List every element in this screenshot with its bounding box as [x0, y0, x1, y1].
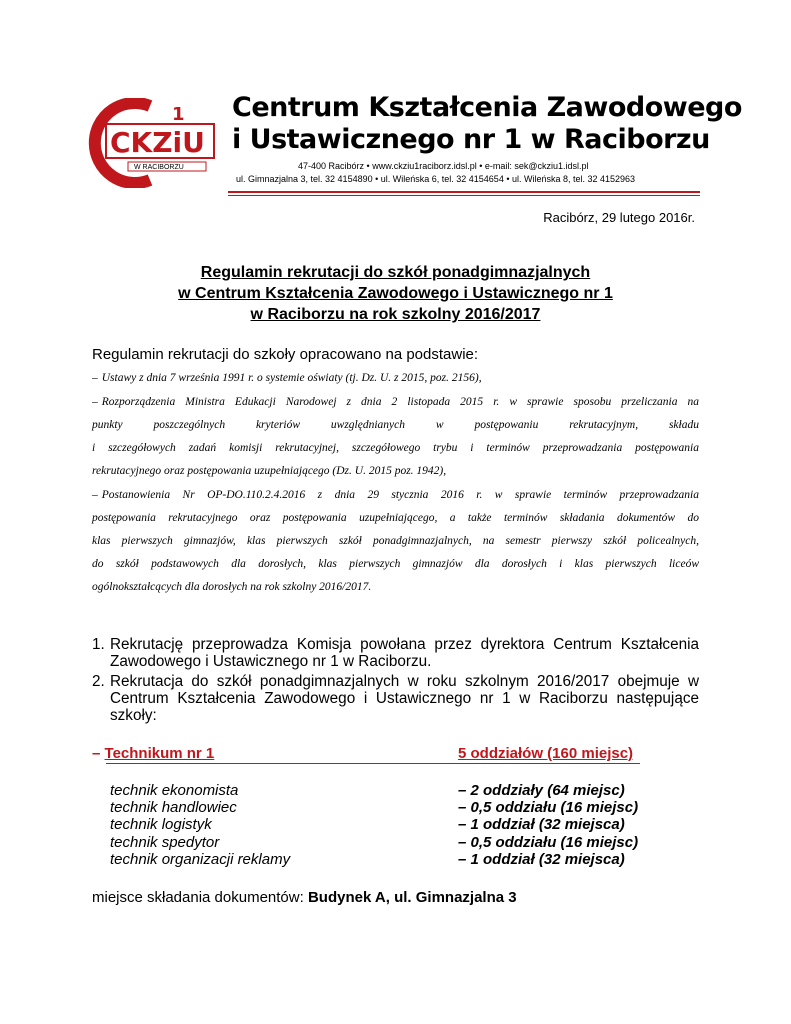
profession-name: technik handlowiec	[110, 799, 237, 816]
contact-line-1: 47-400 Racibórz • www.ckziu1raciborz.idsl.pl • e-mail: sek@ckziu1.idsl.pl	[298, 161, 589, 171]
technikum-label	[92, 745, 214, 762]
header-rule-thin	[228, 195, 700, 196]
point-2-line: Rekrutacja do szkół ponadgimnazjalnych w roku szkolnym 2016/2017 obejmuje w	[110, 673, 699, 690]
list-dash: –	[92, 396, 98, 408]
place-label: miejsce składania dokumentów:	[92, 889, 308, 906]
heading-line-3: w Raciborzu na rok szkolny 2016/2017	[250, 306, 541, 323]
point-number: 2.	[92, 673, 105, 690]
header-rule	[228, 191, 700, 193]
point-number: 1.	[92, 636, 105, 653]
contact-line-2: ul. Gimnazjalna 3, tel. 32 4154890 • ul. Wileńska 6, tel. 32 4154654 • ul. Wileńska 8, tel. 32 4152963	[236, 174, 636, 184]
profession-name: technik ekonomista	[110, 782, 239, 799]
point-1-line: Zawodowego i Ustawicznego nr 1 w Raciborzu.	[110, 653, 432, 670]
list-dash: –	[92, 372, 98, 384]
point-2-line: Centrum Kształcenia Zawodowego i Ustawicznego nr 1 w Raciborzu następujące	[110, 690, 699, 707]
legal-item-2	[92, 391, 699, 483]
legal-item-3-line: do szkół podstawowych dla dorosłych, klas pierwszych gimnazjów dla dorosłych i klas pierwszych liceów	[92, 558, 699, 570]
profession-name: technik logistyk	[110, 816, 212, 833]
legal-item-2-line: – Rozporządzenia Ministra Edukacji Narodowej z dnia 2 listopada 2015 r. w sprawie sposobu przeliczania na	[92, 396, 699, 408]
legal-item-3	[92, 484, 699, 599]
point-1-line: Rekrutację przeprowadza Komisja powołana przez dyrektora Centrum Kształcenia	[110, 636, 699, 653]
legal-item-3-line: ogólnokształcących dla dorosłych na rok szkolny 2016/2017.	[92, 581, 372, 593]
document-submission-place	[92, 889, 517, 906]
legal-item-3-line: – Postanowienia Nr OP-DO.110.2.4.2016 z dnia 29 stycznia 2016 r. w sprawie terminów przeprowadzania	[92, 489, 699, 501]
legal-item-1	[92, 367, 699, 390]
intro-text: Regulamin rekrutacji do szkoły opracowano na podstawie:	[92, 346, 479, 363]
technikum-underline	[106, 763, 640, 764]
document-date: Racibórz, 29 lutego 2016r.	[543, 210, 695, 225]
heading-line-2: w Centrum Kształcenia Zawodowego i Ustawicznego nr 1	[178, 285, 613, 302]
legal-item-3-line: postępowania rekrutacyjnego oraz postępowania uzupełniającego, a także terminów składania dokumentów do	[92, 512, 699, 524]
logo-emblem	[88, 98, 220, 188]
legal-item-2-line: i szczegółowych zadań komisji rekrutacyjnej, szczegółowego trybu i terminów przeprowadzania postępowania	[92, 442, 699, 454]
school-name-line1: Centrum Kształcenia Zawodowego	[232, 92, 742, 123]
technikum-name: Technikum nr 1	[104, 745, 215, 762]
school-name-line2: i Ustawicznego nr 1 w Raciborzu	[232, 124, 710, 155]
profession-count: – 1 oddział (32 miejsca)	[458, 851, 625, 868]
list-dash: –	[92, 489, 98, 501]
technikum-value: 5 oddziałów (160 miejsc)	[458, 745, 634, 762]
legal-item-2-line: rekrutacyjnego oraz postępowania uzupełniającego (Dz. U. 2015 poz. 1942),	[92, 465, 447, 477]
heading-line-1: Regulamin rekrutacji do szkół ponadgimnazjalnych	[200, 264, 591, 281]
profession-name: technik spedytor	[110, 834, 220, 851]
profession-count: – 0,5 oddziału (16 miejsc)	[458, 834, 639, 851]
legal-item-2-line: punkty poszczególnych kryteriów uwzględnianych w postępowaniu rekrutacyjnym, składu	[92, 419, 699, 431]
profession-count: – 2 oddziały (64 miejsc)	[458, 782, 625, 799]
place-value: Budynek A, ul. Gimnazjalna 3	[307, 889, 517, 906]
logo-text: CKZiU	[110, 126, 205, 159]
profession-count: – 0,5 oddziału (16 miejsc)	[458, 799, 639, 816]
point-1	[92, 636, 699, 670]
school-logo	[88, 98, 220, 188]
profession-name: technik organizacji reklamy	[110, 851, 291, 868]
legal-item-1-text: Ustawy z dnia 7 września 1991 r. o systemie oświaty (tj. Dz. U. z 2015, poz. 2156),	[101, 372, 482, 384]
point-2	[92, 673, 699, 724]
point-2-line: szkoły:	[110, 707, 157, 724]
list-dash: –	[92, 745, 101, 762]
legal-item-3-line: klas pierwszych gimnazjów, klas pierwszych szkół ponadgimnazjalnych, na semestr pierwszy szkół policealnych,	[92, 535, 699, 547]
logo-number: 1	[172, 104, 185, 125]
logo-subtitle: W RACIBORZU	[134, 164, 184, 171]
profession-count: – 1 oddział (32 miejsca)	[458, 816, 625, 833]
